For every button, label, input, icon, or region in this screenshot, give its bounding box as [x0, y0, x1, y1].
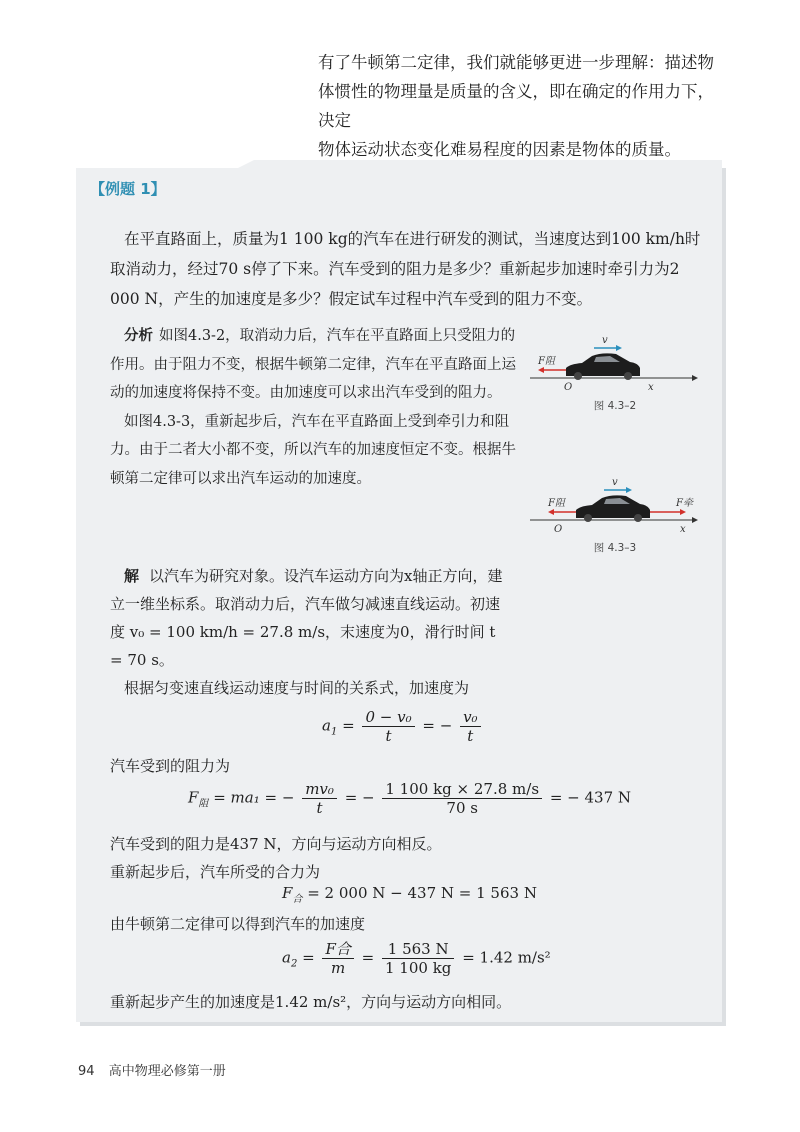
page-number: 94: [78, 1064, 95, 1079]
eq3-lhs-sub: 合: [292, 894, 303, 905]
x-axis-label: x: [680, 524, 686, 534]
drag-force-label: F阻: [548, 498, 565, 509]
eq1-num-1: 0 − v₀: [362, 708, 414, 727]
x-axis-label: x: [648, 382, 654, 392]
analysis-paragraph-2: 如图4.3-3，重新起步后，汽车在平直路面上受到牵引力和阻力。由于二者大小都不变，所以汽车的加速度恒定不变。根据牛顿第二定律可以求出汽车运动的加速度。: [110, 413, 516, 487]
figure-4-3-2: [530, 330, 700, 413]
solution-newton: [110, 910, 670, 938]
eq4-result: = 1.42 m/s²: [462, 948, 551, 967]
origin-label: O: [554, 524, 563, 534]
eq4-fraction-2: [382, 940, 454, 977]
solution-paragraph-6: 由牛顿第二定律可以得到汽车的加速度: [110, 915, 366, 933]
eq2-ma: = ma₁ = −: [213, 788, 295, 807]
problem-text: [110, 224, 710, 314]
car-icon: [566, 353, 640, 380]
figure-caption: 图 4.3–3: [593, 542, 637, 554]
analysis-paragraph-1: [110, 322, 522, 408]
solution-paragraph-1: [110, 562, 510, 674]
velocity-label: v: [602, 335, 608, 346]
problem-paragraph: 在平直路面上，质量为1 100 kg的汽车在进行研发的测试，当速度达到100 km/h时取消动力，经过70 s停了下来。汽车受到的阻力是多少？重新起步加速时牵引力为2 000 N，产生的加速度是多少？假定试车过程中汽车受到的阻力不变。: [110, 230, 701, 308]
solution-paragraph-7: 重新起步产生的加速度是1.42 m/s²，方向与运动方向相同。: [110, 993, 512, 1011]
car-diagram-decelerating: [530, 330, 700, 392]
eq1-den-2: t: [467, 727, 474, 745]
traction-force-label: F牵: [676, 498, 693, 509]
figure-4-3-3: [530, 472, 700, 555]
origin-label: O: [564, 382, 573, 392]
page-footer: [78, 1060, 226, 1079]
eq2-result: = − 437 N: [549, 788, 632, 807]
solution-intro: [110, 562, 510, 702]
eq4-lhs: a: [282, 948, 291, 967]
eq2-num-1: mv₀: [302, 780, 337, 799]
intro-paragraph: [318, 48, 728, 164]
solution-middle: [110, 830, 670, 886]
book-title: 高中物理必修第一册: [108, 1064, 226, 1079]
drag-force-arrowhead: [538, 367, 544, 373]
eq2-den-2: 70 s: [446, 799, 478, 817]
velocity-label: v: [612, 477, 618, 488]
eq4-num-1: F合: [322, 940, 353, 959]
solution-paragraph-3: 汽车受到的阻力为: [110, 757, 231, 775]
eq1-fraction-2: [460, 708, 481, 745]
car-icon: [576, 495, 650, 522]
drag-force-label: F阻: [538, 356, 555, 367]
eq4-den-2: 1 100 kg: [385, 959, 452, 977]
eq1-mid: = −: [422, 716, 453, 735]
equation-drag-force: [188, 780, 631, 817]
x-axis-arrow: [692, 375, 698, 381]
eq2-lhs: F: [188, 788, 199, 807]
eq1-den-1: t: [385, 727, 392, 745]
intro-line: 有了牛顿第二定律，我们就能够更进一步理解：描述物: [318, 53, 714, 72]
analysis-section: [110, 322, 522, 493]
eq4-lhs-sub: 2: [290, 958, 298, 970]
x-axis-arrow: [692, 517, 698, 523]
eq1-fraction-1: [362, 708, 414, 745]
solution-paragraph-4: 汽车受到的阻力是437 N，方向与运动方向相反。: [110, 835, 442, 853]
eq2-den-1: t: [316, 799, 323, 817]
figure-caption: 图 4.3–2: [593, 400, 637, 412]
eq3-lhs: F: [282, 884, 293, 902]
eq3-rhs: = 2 000 N − 437 N = 1 563 N: [307, 884, 537, 902]
solution-paragraph-2: 根据匀变速直线运动速度与时间的关系式，加速度为: [124, 679, 470, 697]
intro-line: 体惯性的物理量是质量的含义，即在确定的作用力下，决定: [318, 82, 714, 130]
eq1-lhs: a: [322, 716, 331, 735]
eq2-lhs-sub: 阻: [198, 798, 209, 810]
traction-force-arrowhead: [680, 509, 686, 515]
drag-force-arrowhead: [548, 509, 554, 515]
eq1-num-2: v₀: [460, 708, 481, 727]
eq2-fraction-2: [382, 780, 542, 817]
eq4-num-2: 1 563 N: [382, 940, 454, 959]
solution-text-1: 以汽车为研究对象。设汽车运动方向为x轴正方向，建立一维坐标系。取消动力后，汽车做匀减速直线运动。初速度 v₀ = 100 km/h = 27.8 m/s，末速度为0，滑行时间 t = 70 s。: [110, 567, 503, 669]
eq4-den-1: m: [331, 959, 346, 977]
eq2-fraction-1: [302, 780, 337, 817]
eq4-fraction-1: [322, 940, 353, 977]
solution-paragraph-5: 重新起步后，汽车所受的合力为: [110, 863, 321, 881]
example-title: 【例题 1】: [90, 180, 166, 198]
eq2-mid: = −: [344, 788, 375, 807]
eq2-num-2: 1 100 kg × 27.8 m/s: [382, 780, 542, 799]
car-diagram-accelerating: [530, 472, 700, 534]
equation-net-force: [282, 884, 537, 905]
velocity-arrowhead: [626, 487, 632, 493]
solution-label: 解: [124, 567, 140, 585]
equation-acceleration-1: $a_1$ = $\frac{\text{0 − v₀}}{t}$ = − $\frac{\text{v₀}}{t}$: [322, 708, 484, 745]
eq1-lhs-sub: 1: [330, 726, 338, 738]
solution-drag-intro: [110, 752, 670, 780]
intro-line: 物体运动状态变化难易程度的因素是物体的质量。: [318, 140, 681, 159]
solution-conclusion: [110, 988, 670, 1016]
equation-acceleration-2: $a_2$ = $\frac{\text{F合}}{m}$ = $\frac{1 563 N}{1 100 kg}$ = 1.42 m/s²: [282, 940, 551, 977]
velocity-arrowhead: [616, 345, 622, 351]
analysis-label: 分析: [124, 328, 153, 344]
analysis-text-1: 如图4.3-2，取消动力后，汽车在平直路面上只受阻力的作用。由于阻力不变，根据牛顿第二定律，汽车在平直路面上运动的加速度将保持不变。由加速度可以求出汽车受到的阻力。: [110, 328, 516, 401]
